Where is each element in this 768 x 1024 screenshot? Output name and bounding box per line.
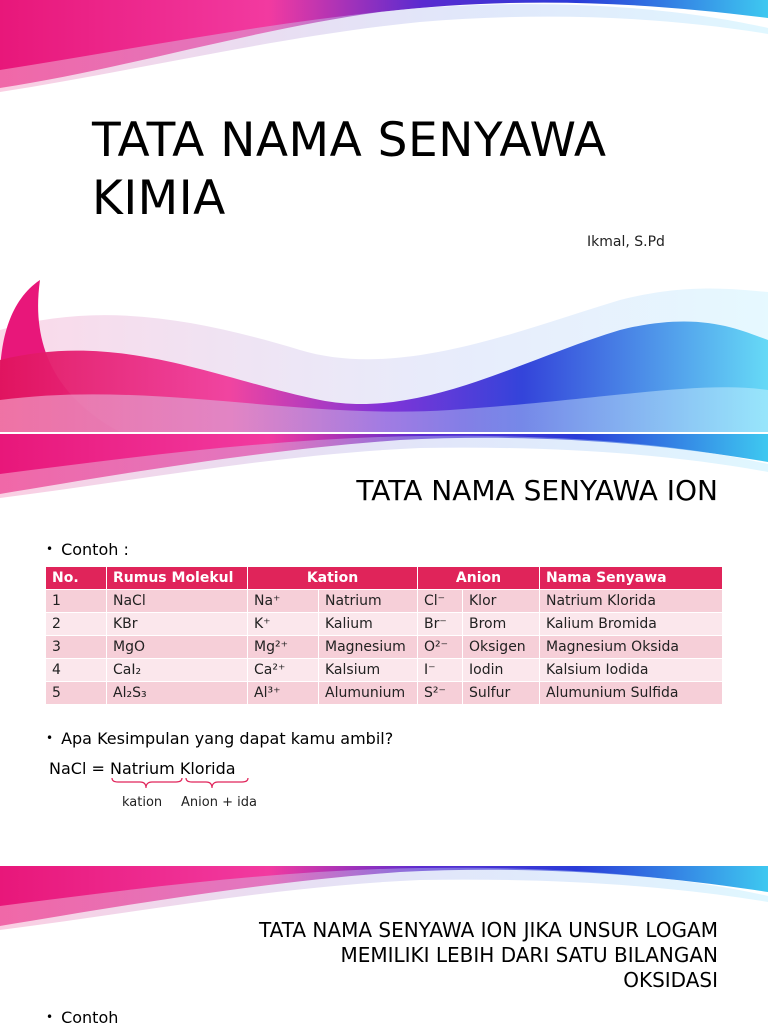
cell-anion-symbol: Cl⁻ [418, 590, 463, 613]
header-rumus: Rumus Molekul [107, 567, 248, 590]
slide-title-line3: OKSIDASI [623, 968, 718, 992]
formula-nacl: NaCl = [49, 759, 110, 778]
table-row [46, 682, 723, 705]
cell-kation-symbol: Al³⁺ [248, 682, 319, 705]
cell-kation-symbol: Mg²⁺ [248, 636, 319, 659]
cell-kation-symbol: Ca²⁺ [248, 659, 319, 682]
cell-nama: Kalsium Iodida [540, 659, 723, 682]
slide-title: TATA NAMA SENYAWA ION [356, 474, 718, 507]
cell-no: 3 [46, 636, 107, 659]
cell-anion-name: Oksigen [463, 636, 540, 659]
brace-kation [112, 778, 182, 788]
bullet-contoh: • Contoh : [46, 540, 129, 559]
slide-title-line1: TATA NAMA SENYAWA ION JIKA UNSUR LOGAM [258, 918, 718, 942]
slide-title [259, 918, 718, 993]
table-header-row [46, 567, 723, 590]
cell-nama: Alumunium Sulfida [540, 682, 723, 705]
cell-rumus: CaI₂ [107, 659, 248, 682]
cell-no: 5 [46, 682, 107, 705]
cell-anion-symbol: Br⁻ [418, 613, 463, 636]
ion-naming-slide [0, 434, 768, 866]
cell-no: 1 [46, 590, 107, 613]
table-row [46, 636, 723, 659]
header-no: No. [46, 567, 107, 590]
bullet-dot-icon: • [46, 542, 54, 556]
cell-rumus: Al₂S₃ [107, 682, 248, 705]
slide-title-line2: MEMILIKI LEBIH DARI SATU BILANGAN [340, 943, 718, 967]
cell-kation-symbol: Na⁺ [248, 590, 319, 613]
title-slide [0, 0, 768, 432]
brace-annotation [110, 774, 250, 792]
cell-nama: Natrium Klorida [540, 590, 723, 613]
cell-rumus: MgO [107, 636, 248, 659]
cell-rumus: NaCl [107, 590, 248, 613]
cell-kation-symbol: K⁺ [248, 613, 319, 636]
bullet-dot-icon: • [46, 731, 54, 745]
header-anion: Anion [418, 567, 540, 590]
header-nama: Nama Senyawa [540, 567, 723, 590]
cell-anion-name: Brom [463, 613, 540, 636]
cell-kation-name: Kalsium [319, 659, 418, 682]
label-kation: kation [122, 795, 163, 810]
slide-title-line2: KIMIA [92, 171, 226, 226]
cell-kation-name: Natrium [319, 590, 418, 613]
cell-anion-symbol: I⁻ [418, 659, 463, 682]
cell-nama: Magnesium Oksida [540, 636, 723, 659]
bottom-swoosh-decoration [0, 0, 768, 432]
table-row [46, 590, 723, 613]
slide-title-line1: TATA NAMA SENYAWA [92, 113, 607, 168]
cell-anion-name: Sulfur [463, 682, 540, 705]
header-kation: Kation [248, 567, 418, 590]
label-anion-ida: Anion + ida [181, 795, 257, 810]
cell-kation-name: Alumunium [319, 682, 418, 705]
cell-rumus: KBr [107, 613, 248, 636]
cell-anion-symbol: O²⁻ [418, 636, 463, 659]
cell-no: 4 [46, 659, 107, 682]
cell-nama: Kalium Bromida [540, 613, 723, 636]
ion-compound-table [46, 567, 723, 705]
formula-compound-name: Natrium Klorida [109, 759, 236, 778]
cell-kation-name: Kalium [319, 613, 418, 636]
author-name: Ikmal, S.Pd [587, 234, 665, 250]
cell-no: 2 [46, 613, 107, 636]
table-row [46, 613, 723, 636]
cell-kation-name: Magnesium [319, 636, 418, 659]
cell-anion-symbol: S²⁻ [418, 682, 463, 705]
bullet-dot-icon: • [46, 1010, 54, 1024]
brace-anion [186, 778, 248, 788]
bullet-contoh: • Contoh [46, 1008, 119, 1024]
cell-anion-name: Iodin [463, 659, 540, 682]
cell-anion-name: Klor [463, 590, 540, 613]
multi-oxidation-slide [0, 866, 768, 1024]
bullet-question: • Apa Kesimpulan yang dapat kamu ambil? [46, 729, 394, 748]
table-row [46, 659, 723, 682]
